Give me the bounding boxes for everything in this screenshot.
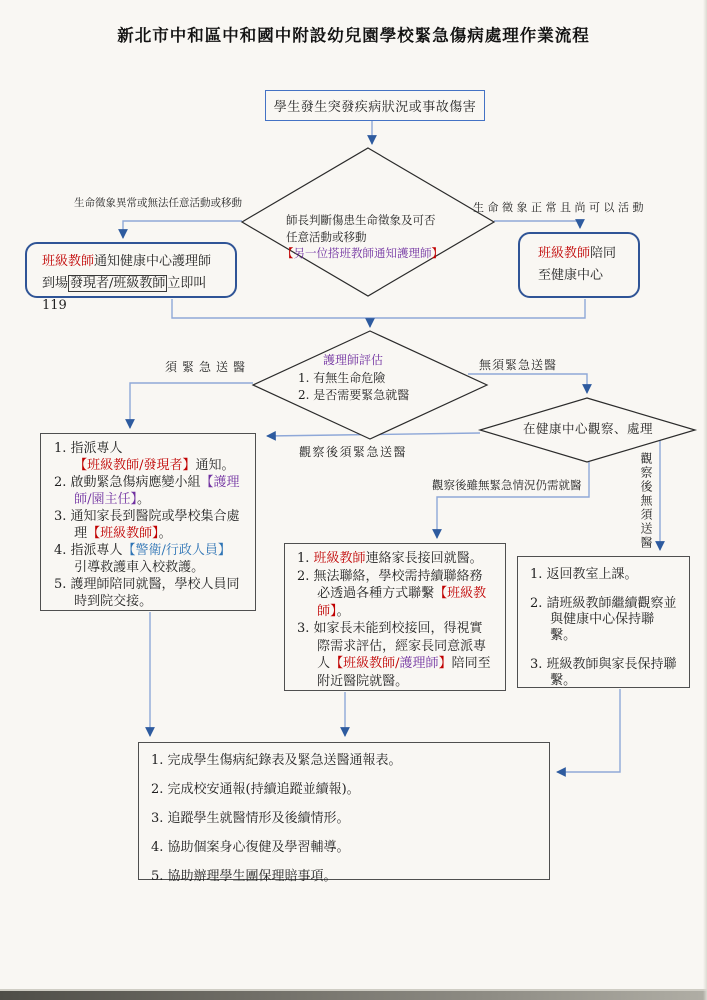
connector-return-to-report [557,689,620,772]
list-item [297,620,493,690]
text-segment: 通知。 [195,458,235,473]
text-segment: 2. 無法聯絡，學校需持續聯絡務必透過各種方式聯繫 [297,568,483,601]
decision1-note [282,245,443,262]
decision1-line2: 任意活動或移動 [286,229,367,244]
label-obs-need-care: 觀察後雖無緊急情況仍需就醫 [432,478,582,492]
text-segment: 【警衛/行政人員】 [122,543,231,558]
decision2-item1: 1. 有無生命危險 [298,370,386,385]
accompany-line2: 至健康中心 [538,268,604,283]
list-item [54,576,242,610]
return-to-class-box [517,556,690,688]
text-segment: 2. 啟動緊急傷病應變小組 [54,475,201,490]
list-item: 1. 返回教室上課。 [530,567,638,582]
report-followup-box [138,742,550,884]
connector-decision3-bottom [437,462,589,538]
text-segment: 【 [282,246,294,260]
text-segment: 護理師 [399,656,439,671]
text-segment: 3. 通知家長到醫院或學校集合處理 [54,509,240,541]
text-segment: 1. 指派專人 [54,441,123,456]
list-item [297,568,493,621]
list-item: 2. 完成校安通報(持續追蹤並續報)。 [151,782,360,797]
list-item: 3. 追蹤學生就醫情形及後續情形。 [151,811,350,826]
list-item [54,542,242,576]
text-segment: 連絡家長接回就醫。 [365,551,483,566]
emergency-procedures-box [40,433,256,611]
text-segment: 立即叫 119 [42,276,207,313]
connector-merge-line [172,299,585,318]
finder-boxed-text: 發現者/班級教師 [70,276,166,291]
return-list [530,567,677,689]
decision1-line1: 師長判斷傷患生命徵象及可否 [286,213,436,227]
text-segment: 5. 護理師陪同就醫，學校人員同時到院交接。 [54,577,240,609]
text-segment: 】 [431,246,443,260]
text-segment: 【班級教師】 [317,586,487,619]
label-obs-urgent: 觀察後須緊急送醫 [299,445,408,459]
contact-list [297,550,493,690]
page-title: 新北市中和區中和國中附設幼兒園學校緊急傷病處理作業流程 [117,26,590,45]
decision2-title: 護理師評估 [323,353,384,367]
accompany-line1 [538,243,638,265]
label-obs-no-need: 觀察後無須送醫 [639,452,653,550]
label-not-urgent: 無須緊急送醫 [479,358,558,372]
text-segment: 【班級教師/發現者】 [74,458,196,473]
connector-decision1-right [494,221,580,228]
decision3-text: 在健康中心觀察、處理 [523,421,654,436]
emergency-list [54,440,242,610]
text-segment: 。 [336,603,350,619]
start-box [265,90,485,121]
text-segment: 陪同 [590,246,617,261]
scan-bottom-edge [0,989,707,1000]
connector-decision1-left [123,221,242,238]
accompany-box [518,232,640,298]
list-item [297,550,493,568]
list-item [54,474,242,508]
connector-decision2-left [130,383,253,428]
teacher-highlight: 班級教師 [42,254,95,269]
text-segment: 引導救護車入校救護。 [74,560,205,575]
text-segment: 【護理師/園主任】 [74,475,240,507]
text-segment: 1. [297,551,314,566]
contact-parents-box [284,543,506,691]
label-urgent: 須緊急送醫 [165,360,251,374]
text-segment: 。 [158,526,172,541]
connector-decision2-right [468,374,587,393]
label-right-branch: 生命徵象正常且尚可以活動 [473,201,647,214]
label-left-branch: 生命徵象異常或無法任意活動或移動 [74,197,242,209]
decision1-text [282,212,443,262]
decision2-text [298,352,409,405]
list-item: 5. 協助辦理學生團保理賠事項。 [151,869,337,884]
text-segment: 】 [438,656,452,671]
list-item: 4. 協助個案身心復健及學習輔導。 [151,840,350,855]
text-segment: 【班級教師】 [87,526,159,541]
notify-nurse-box [25,242,237,313]
list-item [54,508,242,542]
text-segment: 。 [137,492,151,507]
list-item: 2. 請班級教師繼續觀察並與健康中心保持聯繫。 [530,596,677,643]
text-segment: 陪同至附近醫院就醫。 [317,656,491,689]
text-segment: 另一位搭班教師通知護理師 [293,246,432,260]
start-box-text: 學生發生突發疾病狀況或事故傷害 [273,100,477,115]
text-segment: 通知健康中心護理師到場 [42,254,212,291]
decision2-item2: 2. 是否需要緊急就醫 [298,388,410,402]
list-item: 1. 完成學生傷病紀錄表及緊急送醫通報表。 [151,753,402,768]
report-list [151,752,537,885]
teacher-highlight: 班級教師 [538,246,591,261]
text-segment: 3. 如家長未能到校接回，得視實際需求評估，經家長同意派專人 [297,621,487,671]
text-segment: 【班級教師/ [330,656,400,671]
list-item: 3. 班級教師與家長保持聯繫。 [530,657,677,688]
text-segment: 4. 指派專人 [54,543,123,558]
text-segment: 班級教師 [313,551,366,566]
list-item [54,440,242,474]
